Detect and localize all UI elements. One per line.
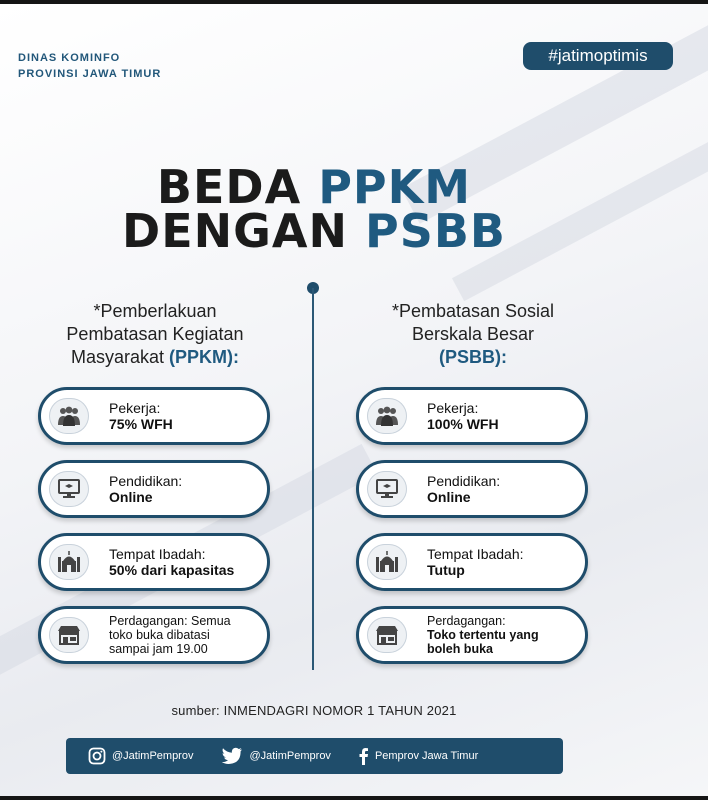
item-label: Pendidikan: — [427, 473, 501, 489]
online-education-icon — [367, 471, 407, 507]
shop-icon — [49, 617, 89, 653]
title-line-2 — [0, 204, 628, 258]
item-label: Perdagangan: Semua — [109, 614, 231, 628]
psbb-worship-text — [427, 536, 524, 588]
ppkm-trade-text — [109, 609, 231, 661]
item-value: 100% WFH — [427, 416, 499, 432]
online-education-icon — [49, 471, 89, 507]
instagram-link[interactable] — [88, 747, 193, 765]
item-value: Tutup — [427, 562, 465, 578]
ppkm-item-worship — [38, 533, 270, 591]
item-value-line-2: sampai jam 19.00 — [109, 642, 208, 656]
item-value: Online — [109, 489, 153, 505]
ppkm-heading — [40, 300, 270, 369]
item-value-line-1: Toko tertentu yang — [427, 628, 539, 642]
ppkm-heading-line-2: Pembatasan Kegiatan — [66, 324, 244, 344]
ppkm-education-text — [109, 463, 182, 515]
psbb-item-workers — [356, 387, 588, 445]
ppkm-item-education — [38, 460, 270, 518]
shop-icon — [367, 617, 407, 653]
item-value: 50% dari kapasitas — [109, 562, 235, 578]
facebook-icon — [357, 747, 369, 765]
agency-line-2: PROVINSI JAWA TIMUR — [18, 68, 162, 80]
psbb-education-text — [427, 463, 500, 515]
ppkm-worship-text — [109, 536, 234, 588]
title-word-psbb: PSBB — [365, 204, 506, 258]
psbb-heading — [358, 300, 588, 369]
title-word-ppkm: PPKM — [318, 160, 472, 214]
item-value-line-1: toko buka dibatasi — [109, 628, 210, 642]
item-label: Pendidikan: — [109, 473, 183, 489]
ppkm-workers-text — [109, 390, 173, 442]
hashtag-badge: #jatimoptimis — [523, 42, 673, 70]
psbb-heading-line-2: Berskala Besar — [411, 324, 535, 344]
item-label: Pekerja: — [109, 400, 161, 416]
instagram-handle: @JatimPemprov — [112, 750, 194, 762]
title-word-beda: BEDA — [156, 160, 319, 214]
psbb-item-trade — [356, 606, 588, 664]
psbb-item-education — [356, 460, 588, 518]
psbb-trade-text — [427, 609, 539, 661]
workers-icon — [367, 398, 407, 434]
psbb-item-worship — [356, 533, 588, 591]
item-value: Online — [427, 489, 471, 505]
ppkm-abbr: (PPKM): — [169, 347, 240, 367]
ppkm-heading-line-3 — [40, 346, 270, 369]
item-value: 75% WFH — [109, 416, 173, 432]
psbb-abbr: (PSBB): — [439, 347, 507, 367]
twitter-handle: @JatimPemprov — [249, 750, 331, 762]
item-label: Tempat Ibadah: — [109, 546, 206, 562]
facebook-link[interactable] — [357, 747, 478, 765]
item-label: Pekerja: — [427, 400, 479, 416]
column-divider — [312, 288, 314, 670]
workers-icon — [49, 398, 89, 434]
source-note: sumber: INMENDAGRI NOMOR 1 TAHUN 2021 — [171, 703, 457, 718]
item-label: Tempat Ibadah: — [427, 546, 524, 562]
psbb-heading-line-1: *Pembatasan Sosial — [391, 301, 555, 321]
place-of-worship-icon — [367, 544, 407, 580]
ppkm-item-trade — [38, 606, 270, 664]
agency-line-1: DINAS KOMINFO — [18, 52, 121, 64]
psbb-workers-text — [427, 390, 499, 442]
place-of-worship-icon — [49, 544, 89, 580]
item-value-line-2: boleh buka — [427, 642, 493, 656]
item-label: Perdagangan: — [427, 614, 506, 628]
instagram-icon — [88, 747, 106, 765]
psbb-heading-line-3 — [358, 346, 588, 369]
social-footer — [66, 738, 563, 774]
ppkm-item-workers — [38, 387, 270, 445]
twitter-icon — [221, 747, 243, 765]
twitter-link[interactable] — [221, 747, 330, 765]
ppkm-heading-text: Masyarakat — [70, 347, 170, 367]
facebook-page: Pemprov Jawa Timur — [374, 750, 479, 762]
title-word-dengan: DENGAN — [122, 204, 365, 258]
ppkm-heading-line-1: *Pemberlakuan — [93, 301, 217, 321]
agency-name — [18, 50, 161, 82]
